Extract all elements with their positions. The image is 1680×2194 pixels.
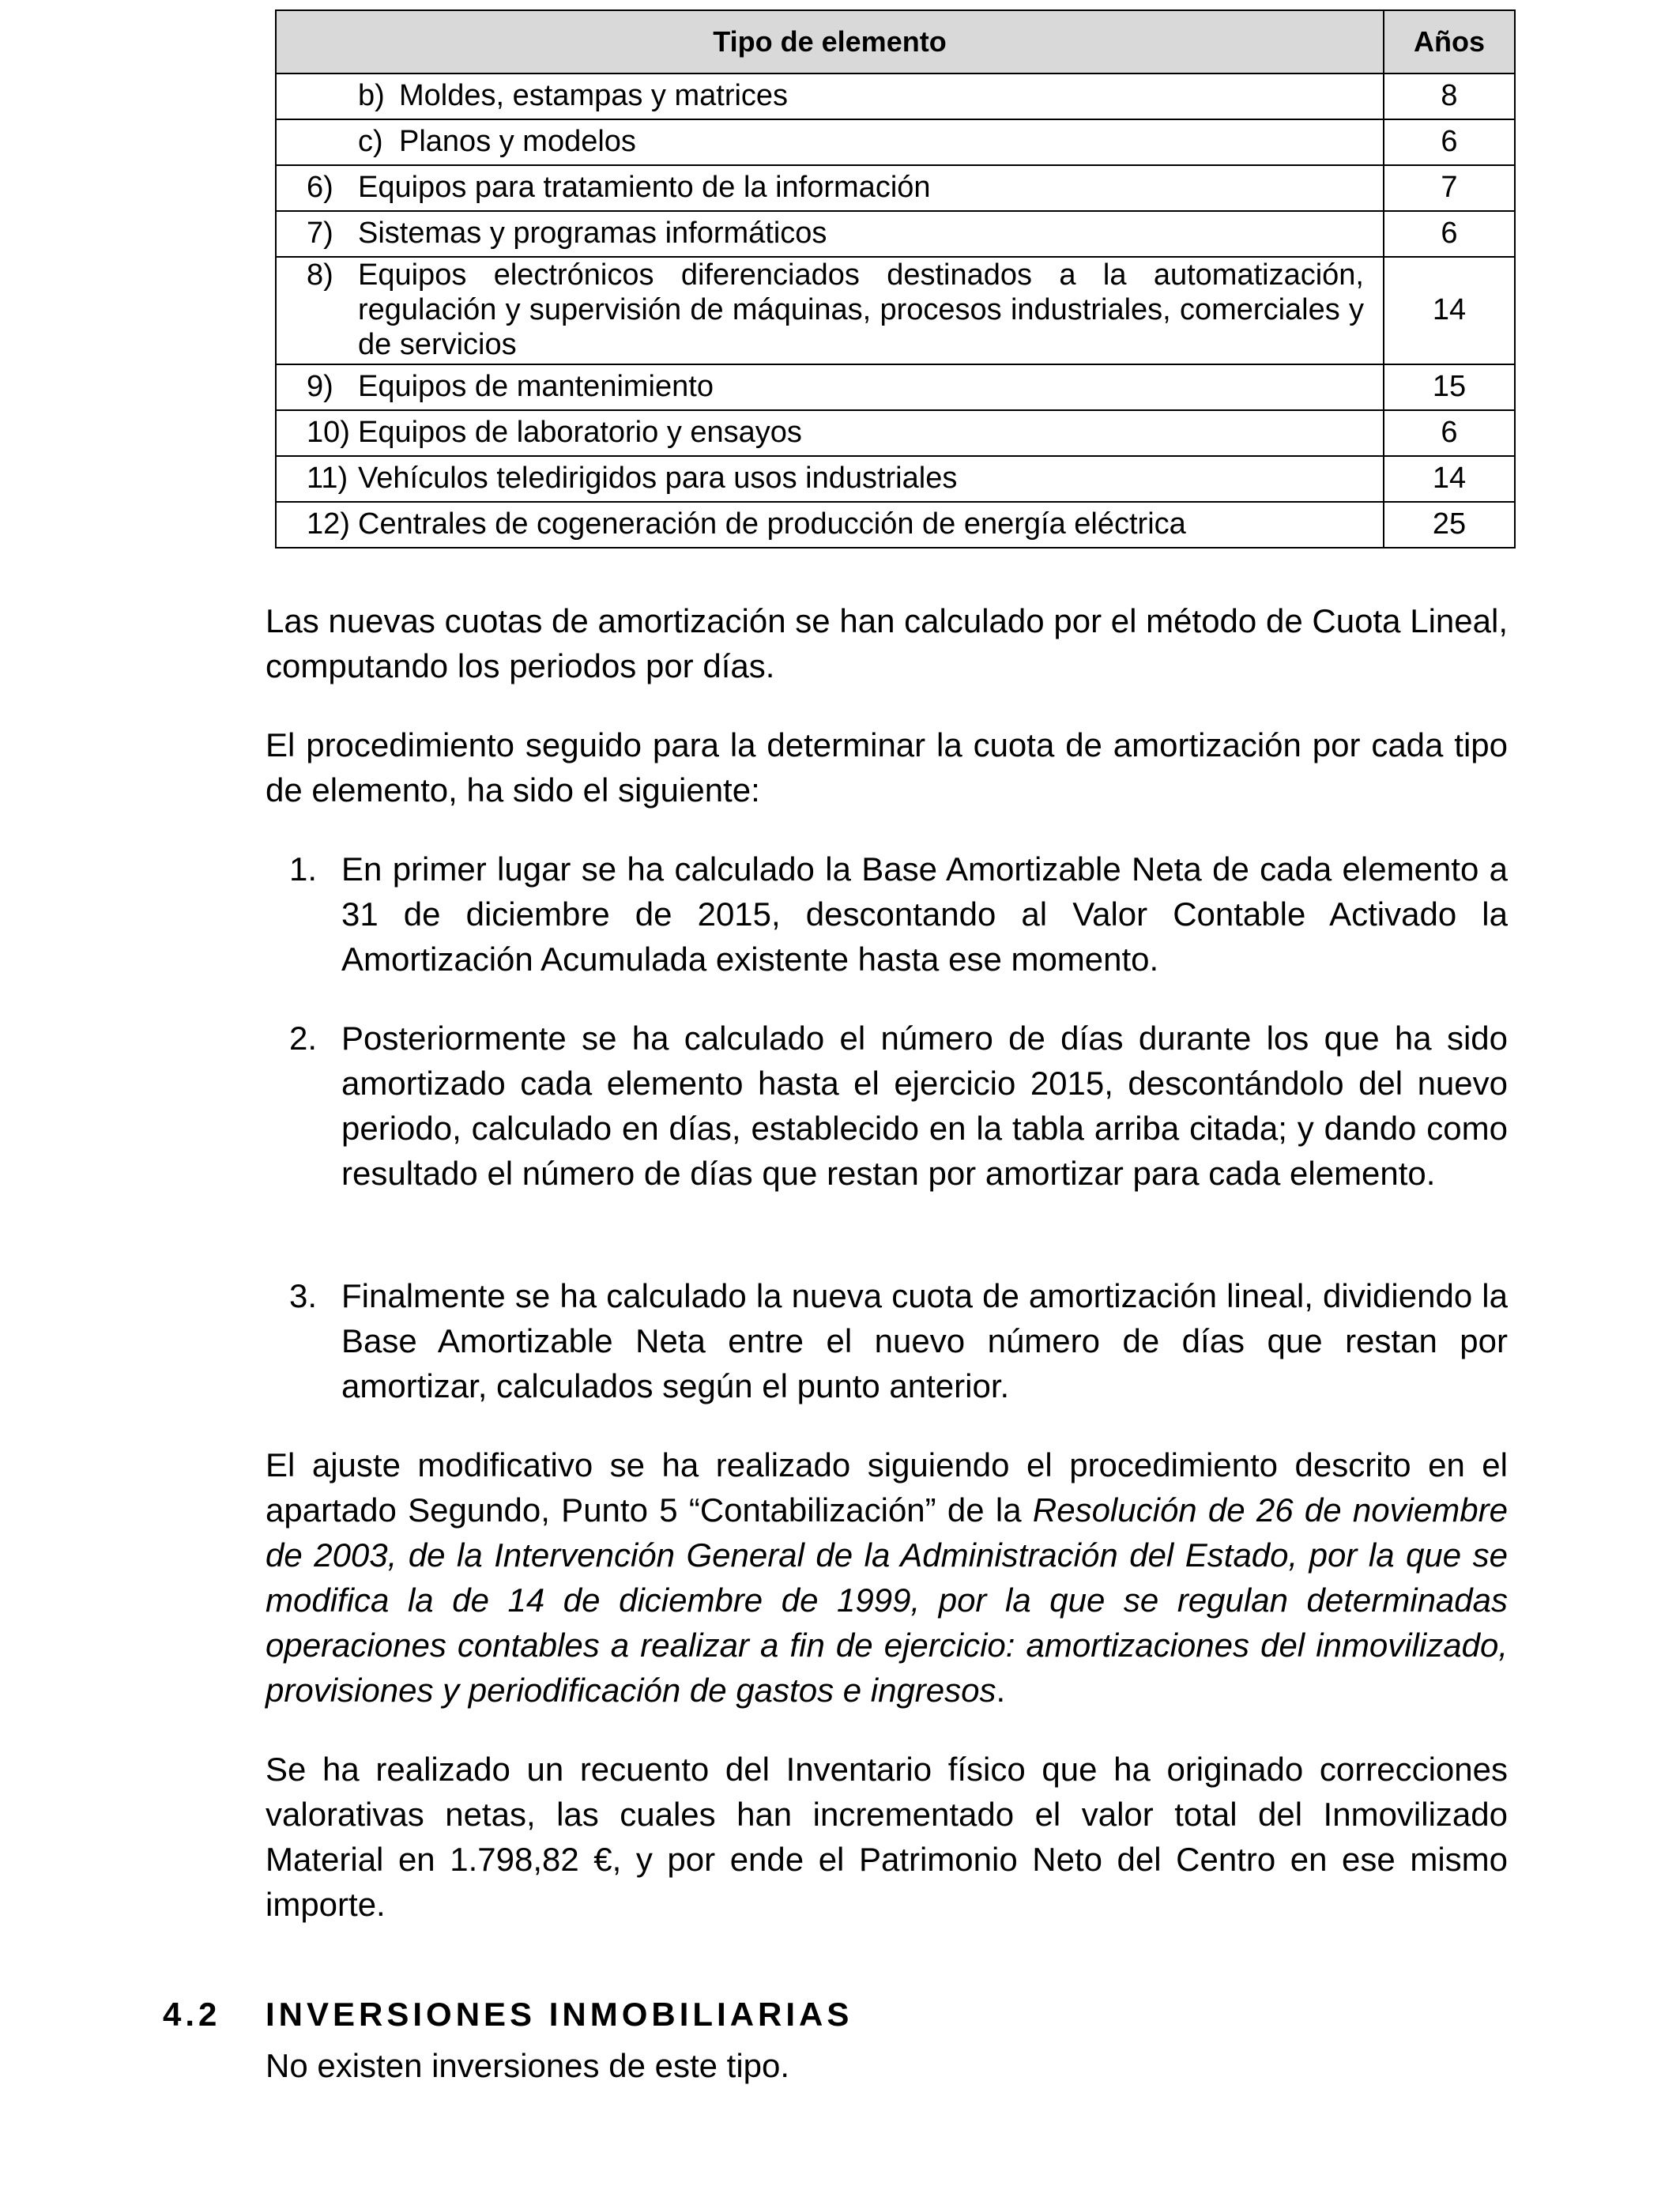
- row-element-type: Equipos electrónicos diferenciados destinados a la automatización, regulación y supervisión de máquinas, procesos industriales, comerciales y de servicios: [358, 258, 1364, 361]
- table-row: [276, 410, 1515, 456]
- amortization-table: [275, 9, 1516, 548]
- table-row: [276, 364, 1515, 410]
- row-number: c): [358, 125, 383, 159]
- section-title: INVERSIONES INMOBILIARIAS: [266, 1996, 853, 2033]
- paragraph-ajuste: [266, 1442, 1508, 1713]
- row-years: 6: [1384, 410, 1515, 456]
- section-heading: [163, 1992, 853, 2037]
- row-number: 12): [307, 507, 350, 541]
- paragraph-cuotas: Las nuevas cuotas de amortización se han calculado por el método de Cuota Lineal, computando los periodos por días.: [266, 602, 1508, 684]
- row-number: 7): [307, 217, 333, 251]
- row-element-type: Moldes, estampas y matrices: [399, 79, 789, 113]
- table-row: [276, 456, 1515, 502]
- row-years: 14: [1384, 456, 1515, 502]
- section-body: No existen inversiones de este tipo.: [266, 2047, 790, 2084]
- row-number: b): [358, 79, 385, 113]
- row-element-type: Sistemas y programas informáticos: [358, 217, 827, 251]
- list-text: Posteriormente se ha calculado el número de días durante los que ha sido amortizado cada elemento hasta el ejercicio 2015, descontándolo del nuevo periodo, calculado en días, establecido en la tabla arriba citada; y dando como resultado el número de días que restan por amortizar para cada elemento.: [341, 1020, 1508, 1192]
- table-row: [276, 211, 1515, 257]
- column-header-anos: Años: [1384, 10, 1515, 74]
- row-element-type: Vehículos teledirigidos para usos industriales: [358, 462, 958, 496]
- paragraph-inventario: Se ha realizado un recuento del Inventario físico que ha originado correcciones valorativas netas, las cuales han incrementado el valor total del Inmovilizado Material en 1.798,82 €, y por ende el Patrimonio Neto del Centro en ese mismo importe.: [266, 1751, 1508, 1923]
- table-header-row: [276, 10, 1515, 74]
- row-element-type: Equipos para tratamiento de la información: [358, 171, 931, 205]
- list-item-step-2: [266, 1016, 1508, 1196]
- table-row: [276, 165, 1515, 211]
- row-years: 15: [1384, 364, 1515, 410]
- row-number: 6): [307, 171, 333, 205]
- row-years: 6: [1384, 211, 1515, 257]
- table-row: [276, 502, 1515, 548]
- list-item-step-3: [266, 1273, 1508, 1408]
- table-row: [276, 119, 1515, 165]
- paragraph-procedimiento: El procedimiento seguido para la determinar la cuota de amortización por cada tipo de elemento, ha sido el siguiente:: [266, 726, 1508, 809]
- row-element-type: Planos y modelos: [399, 125, 636, 159]
- row-years: 25: [1384, 502, 1515, 548]
- table-row: [276, 257, 1515, 364]
- paragraph-ajuste-suffix: .: [996, 1672, 1006, 1709]
- row-years: 14: [1384, 257, 1515, 364]
- paragraph-ajuste-prefix: El ajuste modificativo se ha realizado siguiendo el procedimiento descrito en el apartado Segundo, Punto 5 “Contabilización” de la: [266, 1446, 1508, 1529]
- list-number: 2.: [289, 1020, 318, 1057]
- list-text: En primer lugar se ha calculado la Base Amortizable Neta de cada elemento a 31 de diciembre de 2015, descontando al Valor Contable Activado la Amortización Acumulada existente hasta ese momento.: [341, 850, 1508, 978]
- row-years: 7: [1384, 165, 1515, 211]
- list-number: 1.: [289, 850, 318, 888]
- list-number: 3.: [289, 1277, 318, 1314]
- row-years: 6: [1384, 119, 1515, 165]
- row-years: 8: [1384, 74, 1515, 119]
- resolution-reference: Resolución de 26 de noviembre de 2003, de la Intervención General de la Administración del Estado, por la que se modifica la de 14 de diciembre de 1999, por la que se regulan determinadas operaciones contables a realizar a fin de ejercicio: amortizaciones del inmovilizado, provisiones y periodificación de gastos e ingresos: [266, 1491, 1508, 1709]
- row-element-type: Equipos de mantenimiento: [358, 370, 714, 404]
- column-header-tipo: Tipo de elemento: [276, 10, 1384, 74]
- row-number: 10): [307, 416, 350, 450]
- table-row: [276, 74, 1515, 119]
- list-text: Finalmente se ha calculado la nueva cuota de amortización lineal, dividiendo la Base Amortizable Neta entre el nuevo número de días que restan por amortizar, calculados según el punto anterior.: [341, 1277, 1508, 1404]
- row-number: 9): [307, 370, 333, 404]
- row-element-type: Equipos de laboratorio y ensayos: [358, 416, 802, 450]
- row-number: 11): [307, 462, 348, 496]
- row-element-type: Centrales de cogeneración de producción de energía eléctrica: [358, 507, 1186, 541]
- row-number: 8): [307, 258, 333, 292]
- section-number: 4.2: [163, 1996, 221, 2033]
- list-item-step-1: [266, 846, 1508, 982]
